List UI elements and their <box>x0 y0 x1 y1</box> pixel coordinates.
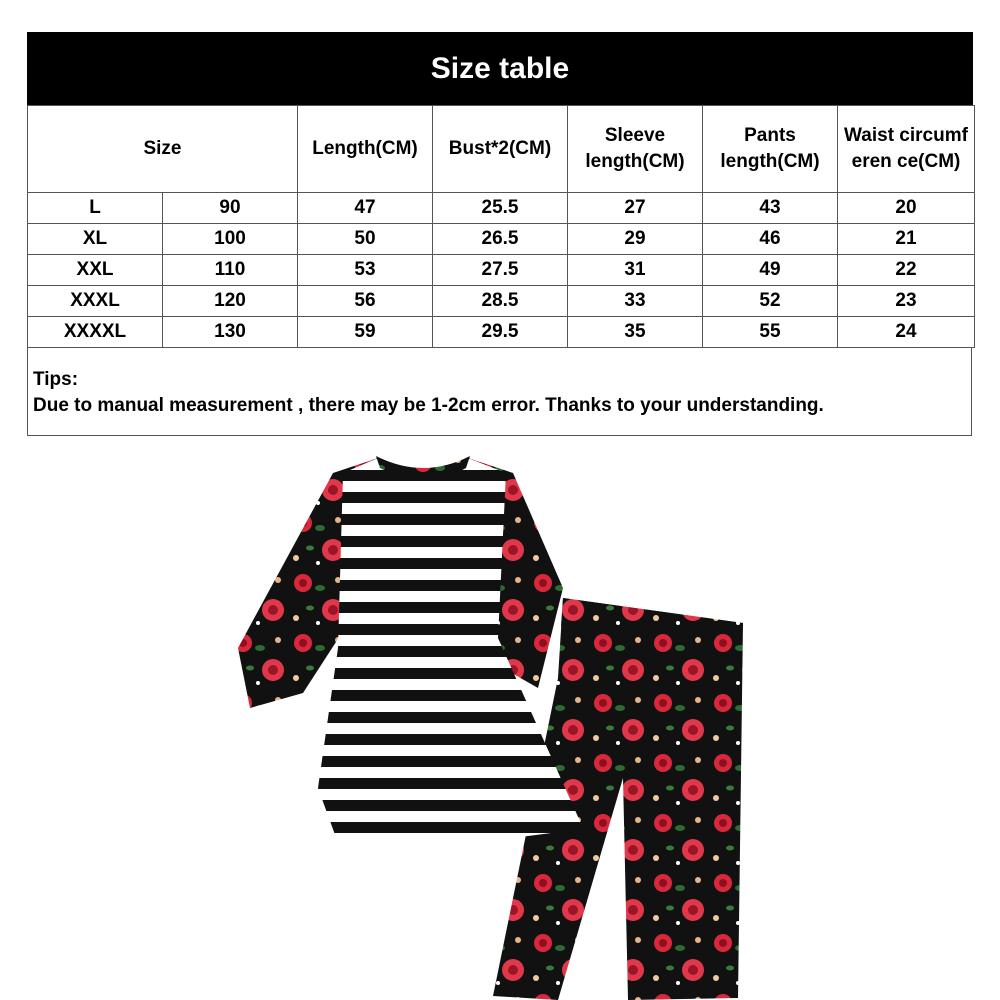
cell-waist: 20 <box>838 193 975 224</box>
cell-height: 130 <box>163 317 298 348</box>
tips-text: Due to manual measurement , there may be 1-2cm error. Thanks to your understanding. <box>33 395 824 416</box>
table-header-row <box>28 106 975 193</box>
product-image <box>228 448 768 1000</box>
cell-pants: 46 <box>703 224 838 255</box>
cell-height: 100 <box>163 224 298 255</box>
size-table <box>27 105 975 348</box>
cell-bust: 27.5 <box>433 255 568 286</box>
cell-pants: 43 <box>703 193 838 224</box>
cell-sleeve: 27 <box>568 193 703 224</box>
table-row <box>28 193 975 224</box>
table-row <box>28 286 975 317</box>
header-waist: Waist circumferen ce(CM) <box>838 106 975 193</box>
cell-sleeve: 31 <box>568 255 703 286</box>
size-table-title: Size table <box>27 32 973 105</box>
cell-bust: 26.5 <box>433 224 568 255</box>
cell-height: 110 <box>163 255 298 286</box>
table-row <box>28 255 975 286</box>
cell-pants: 55 <box>703 317 838 348</box>
cell-length: 59 <box>298 317 433 348</box>
table-row <box>28 224 975 255</box>
cell-height: 90 <box>163 193 298 224</box>
cell-sleeve: 35 <box>568 317 703 348</box>
header-sleeve-length: Sleeve length(CM) <box>568 106 703 193</box>
cell-size: XXXL <box>28 286 163 317</box>
cell-sleeve: 29 <box>568 224 703 255</box>
cell-size: XL <box>28 224 163 255</box>
cell-length: 53 <box>298 255 433 286</box>
cell-size: XXL <box>28 255 163 286</box>
cell-length: 47 <box>298 193 433 224</box>
cell-waist: 21 <box>838 224 975 255</box>
cell-sleeve: 33 <box>568 286 703 317</box>
cell-size: XXXXL <box>28 317 163 348</box>
cell-bust: 29.5 <box>433 317 568 348</box>
table-row <box>28 317 975 348</box>
cell-waist: 22 <box>838 255 975 286</box>
cell-pants: 52 <box>703 286 838 317</box>
cell-bust: 25.5 <box>433 193 568 224</box>
cell-height: 120 <box>163 286 298 317</box>
tips-title: Tips: <box>33 369 79 390</box>
cell-bust: 28.5 <box>433 286 568 317</box>
cell-size: L <box>28 193 163 224</box>
cell-pants: 49 <box>703 255 838 286</box>
tips-box <box>27 347 972 436</box>
cell-length: 50 <box>298 224 433 255</box>
header-size: Size <box>28 106 298 193</box>
header-bust: Bust*2(CM) <box>433 106 568 193</box>
header-pants-length: Pants length(CM) <box>703 106 838 193</box>
cell-length: 56 <box>298 286 433 317</box>
header-length: Length(CM) <box>298 106 433 193</box>
cell-waist: 23 <box>838 286 975 317</box>
cell-waist: 24 <box>838 317 975 348</box>
